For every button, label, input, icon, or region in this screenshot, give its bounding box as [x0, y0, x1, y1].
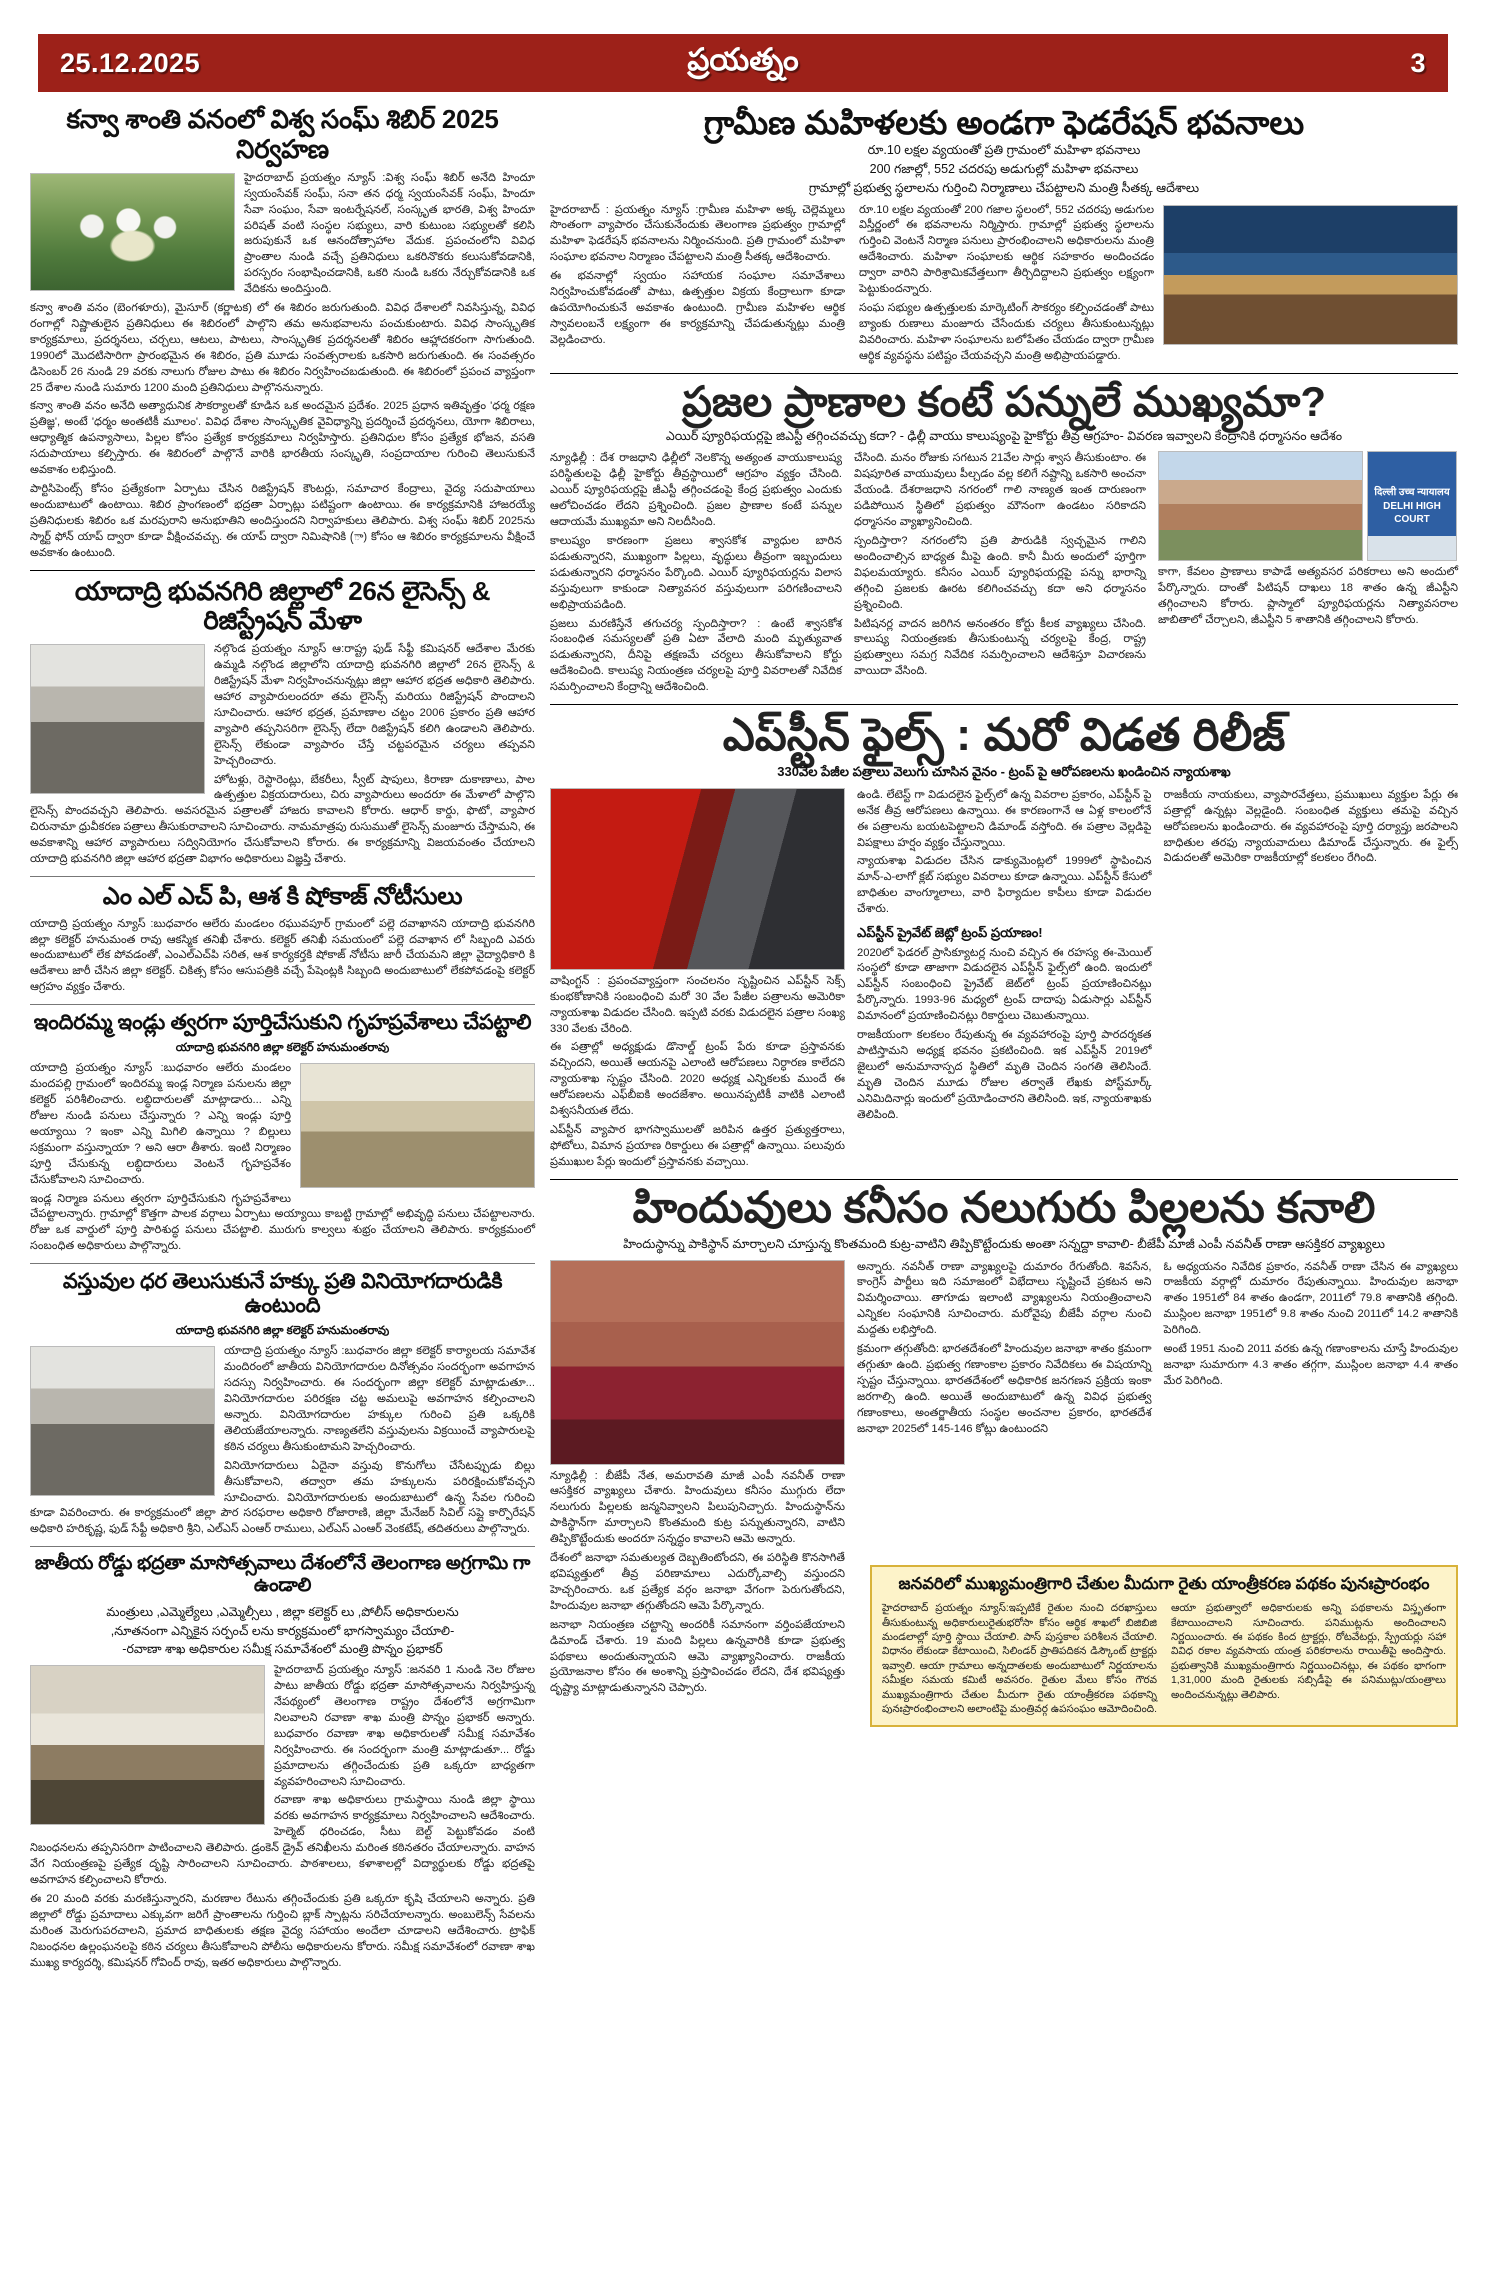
article-subhead: 200 గజాల్లో, 552 చదరపు అడుగుల్లో మహిళా భవనాలు	[869, 162, 1139, 177]
divider	[550, 704, 1458, 705]
article-body: రూ.10 లక్షల వ్యయంతో 200 గజాల స్థలంలో, 552 చదరపు అడుగుల విస్తీర్ణంలో ఈ భవనాలను నిర్మిస్తారు. గ్రామాల్లో ప్రభుత్వ స్థలాలను గుర్తించి వెంటనే నిర్మాణ పనులు ప్రారంభించాలని అధికారులను మంత్రి ఆదేశించారు. మహిళా సంఘాలకు ఆర్థిక సహకారం అందించడం ద్వారా వారిని పారిశ్రామికవేత్తలుగా తీర్చిదిద్దాలని ప్రభుత్వం లక్ష్యంగా పెట్టుకుందన్నారు.	[859, 203, 1154, 296]
article-body: న్యాయశాఖ విడుదల చేసిన డాక్యుమెంట్లలో 1999లో స్థాపించిన మాన్-ఎ-లాగో క్లబ్ సభ్యుల వివరాలు కూడా ఉన్నాయి. ఎప్‌స్టీన్ కేసులో బాధితుల వాంగ్మూలాలు, వారి ఫిర్యాదుల కాపీలు కూడా విడుదల చేశారు.	[857, 855, 1152, 916]
article-body: కాలుష్యం కారణంగా ప్రజలు శ్వాసకోశ వ్యాధుల బారిన పడుతున్నారని, ముఖ్యంగా పిల్లలు, వృద్ధులు తీవ్రంగా ఇబ్బందులు పడుతున్నారని ధర్మాసనం పేర్కొంది. ఎయిర్ ప్యూరిఫయర్లను విలాస వస్తువులుగా కాకుండా నిత్యావసర వస్తువులుగా పరిగణించాలని అభిప్రాయపడింది.	[550, 534, 842, 611]
divider	[550, 373, 1458, 374]
article-epstein-files	[550, 711, 1458, 1171]
article-headline: గ్రామీణ మహిళలకు అండగా ఫెడరేషన్ భవనాలు	[703, 104, 1305, 141]
article-delhi-pollution	[550, 377, 1458, 696]
article-kicker: యాదాద్రి భువనగిరి జిల్లా కలెక్టర్ హనుమంతరావు	[175, 1042, 390, 1055]
article-subhead: ఎయిర్ ప్యూరిఫయర్లపై జిఎస్టీ తగ్గించవచ్చు కదా? - ఢిల్లీ వాయు కాలుష్యంపై హైకోర్టు తీవ్ర ఆగ్రహం- వివరణ ఇవ్వాలని కేంద్రానికి ధర్మాసనం ఆదేశం	[665, 428, 1343, 443]
photo-delhi-high-court	[1158, 451, 1363, 561]
article-body: రాజకీయంగా కలకలం రేపుతున్న ఈ వ్యవహారంపై పూర్తి పారదర్శకత పాటిస్తామని అధ్యక్ష భవనం ప్రకటించింది. ఇక ఎప్‌స్టీన్ 2019లో జైలులో అనుమానాస్పద స్థితిలో మృతి చెందిన సంగతి తెలిసిందే. మృతి చెందిన మూడు రోజుల తర్వాతే లేఖకు పోస్ట్‌మార్క్ ఎనిమిదినార్లు ఇందులో ప్రయోడించారని తెలిసింది. ఇక, న్యాయశాఖకు తెలిపింది.	[857, 1029, 1152, 1121]
article-body: ఈ భవనాల్లో స్వయం సహాయక సంఘాల సమావేశాలు నిర్వహించుకోవడంతో పాటు, ఉత్పత్తుల విక్రయ కేంద్రాలుగా కూడా ఉపయోగించుకునే అవకాశం ఉంటుంది. గ్రామీణ మహిళల ఆర్థిక స్వావలంబనే లక్ష్యంగా ఈ కార్యక్రమాన్ని చేపడుతున్నట్లు మంత్రి వెల్లడించారు.	[550, 270, 845, 346]
masthead-banner	[38, 34, 1448, 92]
article-subhead: -రవాణా శాఖ అధికారుల సమీక్ష సమావేశంలో మంత్రి పొన్నం ప్రభాకర్	[122, 1642, 443, 1657]
box-body: హైదరాబాద్ ప్రయత్నం న్యూస్:ఇప్పటికే రైతుల నుంచి దరఖాస్తులు తీసుకుంటున్న అధికారులురైతుభరోసా కోసం ఆర్థిక శాఖలో బిజిబిజి మండలాల్లో పూర్తి స్థాయి చేయాలి. పాస్ పుస్తకాల పరిశీలన చేయాలి. విధానం లేకుండా కేటాయించి, సిలిండర్ ప్రాతిపదికన డిస్కౌంట్ ట్రాక్టర్లు ఇవ్వాలి. ఆయా గ్రామాలు అన్నదాతలకు అందుబాటులో నిర్ణయాలను సమీక్షల సమయ కమిటీ అవసరం. రైతుల మేలు కోసం గౌరవ ముఖ్యమంత్రిగారు చేతుల మీదుగా రైతు యాంత్రీకరణ పథకాన్ని పునఃప్రారంభించాలని అలాంటిపై మంత్రివర్గ ఉపసంఘం ఆమోదించింది. ఆయా ప్రభుత్వాలో అధికారులకు అన్ని పథకాలను విస్తృతంగా కేటాయించాలని సూచించారు. పనిముట్లను అందించాలని నిర్ణయించారు. ఈ పథకం కింద ట్రాక్టర్లు, రోటవేటర్లు, స్ప్రేయర్లు సహా వివిధ రకాల వ్యవసాయ యంత్ర పరికరాలను రాయితీపై అందిస్తారు. ప్రభుత్వానికి ముఖ్యమంత్రిగారు నిర్ణయించినట్లు, ఈ పథకం భాగంగా 1,31,000 మంది రైతులకు సబ్సిడీపై ఈ పనిముట్లు/యంత్రాలు అందించనున్నట్లు తెలిపారు.	[882, 1603, 1446, 1715]
article-body: నల్గొండ ప్రయత్నం న్యూస్ ఆ:రాష్ట్ర ఫుడ్ సేఫ్టీ కమిషనర్ ఆదేశాల మేరకు ఉమ్మడి నల్గొండ జిల్లాలోని యాదాద్రి భువనగిరి జిల్లాలో 26న లైసెన్స్ & రిజిస్ట్రేషన్ మేళా నిర్వహించనున్నట్లు జిల్లా ఆహార భద్రత అధికారి తెలిపారు. ఆహార వ్యాపారులందరూ తమ లైసెన్స్ మరియు రిజిస్ట్రేషన్ పొందాలని సూచించారు. ఆహార భద్రత, ప్రమాణాల చట్టం 2006 ప్రకారం ప్రతి ఆహార వ్యాపారి తప్పనిసరిగా లైసెన్స్ లేదా రిజిస్ట్రేషన్ కలిగి ఉండాలని తెలిపారు. లైసెన్స్ లేకుండా వ్యాపారం చేస్తే చట్టపరమైన చర్యలు తప్పవని హెచ్చరించారు.	[214, 643, 535, 767]
article-body: పార్టిసిపెంట్స్ కోసం ప్రత్యేకంగా ఏర్పాటు చేసిన రిజిస్ట్రేషన్ కౌంటర్లు, సమాచార కేంద్రాలు, వైద్య సదుపాయాలు అందుబాటులో ఉంటాయి. శిబిర ప్రాంగణంలో భద్రతా ఏర్పాట్లు పటిష్టంగా ఉంటాయి. ఈ కార్యక్రమానికి హాజరయ్యే ప్రతినిధులకు శిబిరం ఒక మరపురాని అనుభూతిని అందిస్తుందని నిర్వాహకులు తెలిపారు. విశ్వ సంఘ్ శిబిర్ 2025ను స్మార్ట్ ఫోన్ యాప్ ద్వారా కూడా వీక్షించవచ్చు. ఈ యాప్ ద్వారా నిమిషానికి (ా) కోసం ఆ శిబిరం కార్యక్రమాలను వీక్షించే అవకాశం ఉంటుంది.	[30, 483, 535, 559]
photo-kanva-shanti-vanam	[30, 173, 235, 291]
photo-navneet-rana	[550, 1260, 845, 1465]
article-indiramma-houses	[30, 1011, 535, 1255]
left-column	[30, 105, 535, 1979]
article-kicker: యాదాద్రి భువనగిరి జిల్లా కలెక్టర్ హనుమంతరావు	[175, 1325, 390, 1338]
article-body: ఎప్‌స్టీన్ వ్యాపార భాగస్వాములతో జరిపిన ఉత్తర ప్రత్యుత్తరాలు, ఫోటోలు, విమాన ప్రయాణ రికార్డులు ఈ పత్రాల్లో ఉన్నాయి. పలువురు ప్రముఖుల పేర్లు ఇందులో ప్రస్తావనకు వచ్చాయి.	[550, 1123, 845, 1168]
photo-epstein-trump	[550, 788, 845, 970]
photo-road-safety-meeting	[30, 1665, 265, 1825]
photo-court-signboard: दिल्ली उच्च न्यायालय DELHI HIGH COURT	[1367, 451, 1457, 561]
article-body: హైదరాబాద్ ప్రయత్నం న్యూస్ :జనవరి 1 నుండి నెల రోజుల పాటు జాతీయ రోడ్డు భద్రతా మాసోత్సవాలను నిర్వహిస్తున్న నేపథ్యంలో తెలంగాణ రాష్ట్రం దేశంలోనే అగ్రగామిగా నిలవాలని రవాణా శాఖ మంత్రి పొన్నం ప్రభాకర్ అన్నారు. బుధవారం రవాణా శాఖ అధికారులతో సమీక్ష సమావేశం నిర్వహించారు. ఈ సందర్భంగా మంత్రి మాట్లాడుతూ... రోడ్డు ప్రమాదాలను తగ్గించేందుకు ప్రతి ఒక్కరూ బాధ్యతగా వ్యవహరించాలని సూచించారు.	[274, 1664, 535, 1788]
article-body: యాదాద్రి ప్రయత్నం న్యూస్ :బుధవారం ఆలేరు మండలం మందపల్లి గ్రామంలో ఇందిరమ్మ ఇండ్ల నిర్మాణ పనులను జిల్లా కలెక్టర్ పరిశీలించారు. లబ్ధిదారులతో మాట్లాడారు... ఎన్ని రోజుల నుండి పనులు చేస్తున్నారు ? ఎన్ని ఇండ్లు పూర్తి అయ్యాయి ? ఇంకా ఎన్ని మిగిలి ఉన్నాయి ? బిల్లులు సక్రమంగా వస్తున్నాయా ? అని ఆరా తీశారు. ఇంటి నిర్మాణం పూర్తి చేసుకున్న లబ్ధిదారులు వెంటనే గృహప్రవేశం చేసుకోవాలని సూచించారు.	[30, 1062, 291, 1186]
article-body: వాషింగ్టన్ : ప్రపంచవ్యాప్తంగా సంచలనం సృష్టించిన ఎప్‌స్టీన్ సెక్స్ కుంభకోణానికి సంబంధించి మరో 30 వేల పేజీల పత్రాలను అమెరికా న్యాయశాఖ విడుదల చేసింది. ఇప్పటి వరకు విడుదలైన పత్రాల సంఖ్య 330 వేలకు చేరింది.	[550, 974, 845, 1035]
article-body: న్యూఢిల్లీ : దేశ రాజధాని ఢిల్లీలో నెలకొన్న అత్యంత వాయుకాలుష్య పరిస్థితులపై ఢిల్లీ హైకోర్టు తీవ్రస్థాయిలో ఆగ్రహం వ్యక్తం చేసింది. ఎయిర్ ప్యూరిఫయర్లపై జీఎస్టీ తగ్గించడంపై కేంద్ర ప్రభుత్వం ఎందుకు ఆలోచించడం లేదని ప్రశ్నించింది. ప్రజల ప్రాణాల కంటే పన్నుల ఆదాయమే ముఖ్యమా అని నిలదీసింది.	[550, 452, 842, 529]
article-headline: ప్రజల ప్రాణాల కంటే పన్నులే ముఖ్యమా?	[681, 377, 1327, 425]
article-body: దేశంలో జనాభా సమతుల్యత దెబ్బతింటోందని, ఈ పరిస్థితి కొనసాగితే భవిష్యత్తులో తీవ్ర పరిణామాలు ఎదుర్కోవాల్సి వస్తుందని హెచ్చరించారు. ఒక ప్రత్యేక వర్గం జనాభా వేగంగా పెరుగుతోందని, హిందువుల జనాభా తగ్గుతోందని ఆమె పేర్కొన్నారు.	[550, 1552, 845, 1612]
article-body: అన్నారు. నవనీత్ రాణా వ్యాఖ్యలపై దుమారం రేగుతోంది. శివసేన, కాంగ్రెస్ పార్టీలు ఇది సమాజంలో విభేదాలు సృష్టించే ప్రకటన అని విమర్శించాయి. తాగూడు ఇలాంటి వ్యాఖ్యలను నియంత్రించాలని ఎన్నికల సంఘానికి సూచించారు. మరోవైపు బీజేపీ వర్గాల నుంచి మద్దతు లభిస్తోంది.	[857, 1260, 1152, 1337]
article-body: రవాణా శాఖ అధికారులు గ్రామస్థాయి నుండి జిల్లా స్థాయి వరకు అవగాహన కార్యక్రమాలు నిర్వహించాలని ఆదేశించారు. హెల్మెట్ ధరించడం, సీటు బెల్ట్ పెట్టుకోవడం వంటి నిబంధనలను తప్పనిసరిగా పాటించాలని తెలిపారు. డ్రంకెన్ డ్రైవ్ తనిఖీలను మరింత కఠినతరం చేయాలన్నారు. వాహన వేగ నియంత్రణపై ప్రత్యేక దృష్టి సారించాలని సూచించారు. పాఠశాలలు, కళాశాలల్లో విద్యార్థులకు రోడ్డు భద్రతపై అవగాహన కల్పించాలని కోరారు.	[30, 1794, 535, 1887]
article-road-safety-month	[30, 1553, 535, 1971]
article-vishwa-sangh-shibir	[30, 105, 535, 562]
article-body: ఓ అధ్యయనం నివేదిక ప్రకారం, నవనీత్ రాణా చేసిన ఈ వ్యాఖ్యలు రాజకీయ వర్గాల్లో దుమారం రేపుతున్నాయి. హిందువుల జనాభా శాతం 1951లో 84 శాతం ఉండగా, 2011లో 79.8 శాతానికి తగ్గింది. ముస్లింల జనాభా 1951లో 9.8 శాతం నుంచి 2011లో 14.2 శాతానికి పెరిగింది.	[1163, 1260, 1458, 1337]
article-body: కన్వా శాంతి వనం (బెంగళూరు), మైసూర్ (కర్ణాటక) లో ఈ శిబిరం జరుగుతుంది. వివిధ దేశాలలో నివసిస్తున్న, వివిధ రంగాల్లో నిష్ణాతులైన ప్రతినిధులు ఈ శిబిరంలో పాల్గొని తమ అనుభవాలను పంచుకుంటారు. వివిధ సాంస్కృతిక కార్యక్రమాలు, ప్రదర్శనలు, చర్చలు, ఆటలు, పాటలు, సాంస్కృతిక ప్రదర్శనలతో శిబిరం ఆహ్లాదకరంగా సాగుతుంది. 1990లో మొదటిసారిగా ప్రారంభమైన ఈ శిబిరం, ప్రతి మూడు సంవత్సరాలకు ఒకసారి జరుగుతుంది. ఈ సంవత్సరం డిసెంబర్ 26 నుండి 29 వరకు నాలుగు రోజుల పాటు ఈ శిబిరం నిర్వహించబడుతుంది. ఈ శిబిరంలో ప్రపంచ వ్యాప్తంగా 25 దేశాల నుండి సుమారు 1200 మంది ప్రతినిధులు పాల్గొననున్నారు.	[30, 302, 535, 394]
article-federation-buildings	[550, 105, 1458, 365]
article-body: పిటిషనర్ల వాదన జరిగిన అనంతరం కోర్టు కీలక వ్యాఖ్యలు చేసింది. కాలుష్య నియంత్రణకు తీసుకుంటున్న చర్యలపై కేంద్ర, రాష్ట్ర ప్రభుత్వాలు సమగ్ర నివేదిక సమర్పించాలని ఆదేశిస్తూ విచారణను వాయిదా వేసింది.	[854, 617, 1146, 678]
divider	[550, 1179, 1458, 1180]
masthead-date: 25.12.2025	[60, 47, 201, 78]
divider	[30, 1263, 535, 1264]
right-section	[550, 104, 1458, 1715]
article-body: 2020లో ఫెడరల్ ప్రాసిక్యూటర్ల నుంచి వచ్చిన ఈ రహస్య ఈ-మెయిల్ సంస్థలో కూడా తాజాగా విడుదలైన ఎప్‌స్టీన్ ఫైల్స్‌లో ఉంది. ఇందులో ఎప్‌స్టీన్ సంబంధించి ప్రైవేట్ జెట్‌లో ట్రంప్ ప్రయాణించినట్లు పేర్కొన్నారు. 1993-96 మధ్యలో ట్రంప్ దాదాపు ఏడుసార్లు ఎప్‌స్టీన్ విమానంలో ప్రయాణించినట్లు రికార్డులు చెబుతున్నాయి.	[857, 946, 1152, 1023]
article-body: ఇండ్ల నిర్మాణ పనులు త్వరగా పూర్తిచేసుకుని గృహప్రవేశాలు చేపట్టాలన్నారు. గ్రామాల్లో కొత్తగా పాలక వర్గాలు ఏర్పాటు అయ్యాయి కాబట్టి గ్రామాల్లో అభివృద్ధి పనులు చేపట్టాలనారు. రోజు ఒక వార్డులో పూర్తి పారిశుద్ధ పనులు చేపట్టాలి. మురుగు కాల్వలు శుభ్రం చేయాలని తెలిపారు. కార్యక్రమంలో సంబంధిత అధికారులు పాల్గొన్నారు.	[30, 1192, 535, 1253]
article-headline: యాదాద్రి భువనగిరి జిల్లాలో 26న లైసెన్స్ & రిజిస్ట్రేషన్ మేళా	[74, 575, 491, 636]
article-body: అంటే 1951 నుంచి 2011 వరకు ఉన్న గణాంకాలను చూస్తే హిందువుల జనాభా సుమారుగా 4.3 శాతం తగ్గగా, ముస్లింల జనాభా 4.4 శాతం మేర పెరిగింది.	[1163, 1343, 1458, 1387]
article-body: యాదాద్రి ప్రయత్నం న్యూస్ :బుధవారం జిల్లా కలెక్టర్ కార్యాలయ సమావేశ మందిరంలో జాతీయ వినియోగదారుల దినోత్సవం సందర్భంగా అవగాహన సదస్సు నిర్వహించారు. ఈ సందర్భంగా జిల్లా కలెక్టర్ మాట్లాడుతూ... వినియోగదారుల పరిరక్షణ చట్ట అమలుపై అవగాహన కల్పించాలని అన్నారు. వినియోగదారుల హక్కుల గురించి ప్రతి ఒక్కరికి తెలియజేయాలన్నారు. నాణ్యతలేని వస్తువులను విక్రయించే వ్యాపారులపై కఠిన చర్యలు తీసుకుంటామని హెచ్చరించారు.	[224, 1345, 535, 1453]
article-body: న్యూఢిల్లీ : బీజేపీ నేత, అమరావతి మాజీ ఎంపీ నవనీత్ రాణా ఆసక్తికర వ్యాఖ్యలు చేశారు. హిందువులు కనీసం ముగ్గురు లేదా నలుగురు పిల్లలకు జన్మనివ్వాలని పిలుపునిచ్చారు. హిందుస్థాన్‌ను పాకిస్థాన్‌గా మార్చాలని కొంతమంది కుట్ర పన్నుతున్నారని, వాటిని తిప్పికొట్టేందుకు అందరూ సన్నద్ధం కావాలని ఆమె అన్నారు.	[550, 1469, 845, 1546]
article-body: ప్రజలు మరణిస్తేనే తగుచర్య స్పందిస్తారా? : ఉంటే శ్వాసకోశ సంబంధిత సమస్యలతో ప్రతి ఏటా వేలాది మంది మృత్యువాత పడుతున్నారని, దీనిపై తక్షణమే చర్యలు తీసుకోవాలని కోర్టు ఆదేశించింది. కాలుష్య నియంత్రణ చర్యలపై పూర్తి వివరాలతో నివేదిక సమర్పించాలని కేంద్రాన్ని ఆదేశించింది.	[550, 617, 842, 694]
photo-house-inspection	[300, 1063, 535, 1188]
highlight-box-farm-mechanization	[870, 1565, 1458, 1727]
divider	[30, 1546, 535, 1547]
article-license-registration-mela	[30, 577, 535, 868]
article-subhead: రూ.10 లక్షల వ్యయంతో ప్రతి గ్రామంలో మహిళా భవనాలు	[867, 143, 1141, 158]
divider	[30, 570, 535, 571]
article-body: కన్వా శాంతి వనం అనేది అత్యాధునిక సౌకర్యాలతో కూడిన ఒక అందమైన ప్రదేశం. 2025 ప్రధాన ఇతివృత్తం 'ధర్మ రక్షణ ప్రతిజ్ఞ', అంటే 'ధర్మం అంతటికీ మూలం'. వివిధ దేశాల సాంస్కృతిక వైవిధ్యాన్ని ప్రదర్శించే ప్రదర్శనలు, యోగా శిబిరాలు, ఆధ్యాత్మిక ఉపన్యాసాలు, పిల్లల కోసం ప్రత్యేక కార్యక్రమాలు నిర్వహిస్తారు. ప్రతినిధుల కోసం ప్రత్యేక భోజన, వసతి సదుపాయాలు కల్పిస్తారు. ఈ శిబిరంలో పాల్గొనే వారికి భారతీయ సంస్కృతి, సంప్రదాయాల గురించి తెలుసుకునే అవకాశం లభిస్తుంది.	[30, 400, 535, 477]
article-consumer-rights	[30, 1270, 535, 1538]
article-showcause-notices	[30, 883, 535, 996]
article-headline: వస్తువుల ధర తెలుసుకునే హక్కు ప్రతి వినియోగదారుడికి ఉంటుంది	[62, 1270, 503, 1318]
page-content	[30, 105, 1458, 2265]
article-headline: జాతీయ రోడ్డు భద్రతా మాసోత్సవాలు దేశంలోనే తెలంగాణ అగ్రగామి గా ఉండాలి	[34, 1553, 531, 1597]
article-body: ఈ పత్రాల్లో అధ్యక్షుడు డొనాల్డ్ ట్రంప్ పేరు కూడా ప్రస్తావనకు వచ్చిందని, అయితే ఆయనపై ఎలాంటి ఆరోపణలు నిర్ధారణ కాలేదని న్యాయశాఖ స్పష్టం చేసింది. 2020 అధ్యక్ష ఎన్నికలకు ముందే ఈ ఆరోపణలను ఎఫ్‌బీఐకి అందజేశాం. అయినప్పటికీ వాటికి ఎలాంటి విశ్వసనీయత లేదు.	[550, 1041, 845, 1118]
article-body: హోటళ్లు, రెస్టారెంట్లు, బేకరీలు, స్వీట్ షాపులు, కిరాణా దుకాణాలు, పాల ఉత్పత్తుల విక్రయదారులు, చిరు వ్యాపారులు అందరూ ఈ మేళాలో పాల్గొని లైసెన్స్ పొందవచ్చని తెలిపారు. అవసరమైన పత్రాలతో హాజరు కావాలని కోరారు. ఆధార్ కార్డు, ఫొటో, వ్యాపార చిరునామా ధ్రువీకరణ పత్రాలు తీసుకురావాలని సూచించారు. నామమాత్రపు రుసుముతో లైసెన్స్ మంజూరు చేస్తామని, ఈ అవకాశాన్ని ఆహార వ్యాపారులు సద్వినియోగం చేసుకోవాలని కోరారు. ఈ కార్యక్రమాన్ని విజయవంతం చేయాలని యాదాద్రి భువనగిరి జిల్లా ఆహార భద్రతా విభాగం అధికారులు విజ్ఞప్తి చేశారు.	[30, 773, 535, 866]
article-body: క్రమంగా తగ్గుతోంది: భారతదేశంలో హిందువుల జనాభా శాతం క్రమంగా తగ్గుతూ ఉంది. ప్రభుత్వ గణాంకాల ప్రకారం నివేదికలు ఈ విషయాన్ని స్పష్టం చేస్తున్నాయి. భారతదేశంలో అధికారిక జనగణన ప్రక్రియ ఇంకా జరగాల్సి ఉంది. అయితే అందుబాటులో ఉన్న వివిధ ప్రభుత్వ గణాంకాలు, అంతర్జాతీయ సంస్థల అంచనాల ప్రకారం, భారతదేశ జనాభా 2025లో 145-146 కోట్లు ఉంటుందని	[857, 1343, 1152, 1435]
article-body: ఈ 20 మంది వరకు మరణిస్తున్నారని, మరణాల రేటును తగ్గించేందుకు ప్రతి ఒక్కరూ కృషి చేయాలని అన్నారు. ప్రతి జిల్లాలో రోడ్డు ప్రమాదాలు ఎక్కువగా జరిగే ప్రాంతాలను గుర్తించి బ్లాక్ స్పాట్లను సరిచేయాలన్నారు. అంబులెన్స్ సేవలను మరింత మెరుగుపరచాలని, ప్రమాద బాధితులకు తక్షణ వైద్య సహాయం అందేలా చూడాలని ఆదేశించారు. ట్రాఫిక్ నిబంధనల ఉల్లంఘనలపై కఠిన చర్యలు తీసుకోవాలని పోలీసు అధికారులను కోరారు. సమీక్ష సమావేశంలో రవాణా శాఖ ముఖ్య కార్యదర్శి, కమిషనర్ గోవింద్ రావు, ఇతర అధికారులు పాల్గొన్నారు.	[30, 1892, 535, 1969]
article-body: హైదరాబాద్ ప్రయత్నం న్యూస్ :విశ్వ సంఘ్ శిబిర్ అనేది హిందూ స్వయంసేవక్ సంఘ్, సనా తన ధర్మ స్వయంసేవక్ సంఘ్, హిందూ సేవా సంఘం, సేవా ఇంటర్నేషనల్, సంస్కృత భారతి, విశ్వ హిందూ పరిషత్ వంటి సంస్థల సభ్యులు, వారి కుటుంబ సభ్యులతో కలిసి జరుపుకునే ఒక ఆనందోత్సాహాల వేదుక. ప్రపంచంలోని వివిధ ప్రాంతాల నుండి వచ్చే ప్రతినిధులు ఒకరినొకరు కలుసుకోవడానికి, పరస్పరం సంభాషించడానికి, ఒకరి నుండి ఒకరు నేర్చుకోవడానికి ఒక వేదికను అందిస్తుంది.	[244, 171, 535, 296]
article-subhead: ,నూతనంగా ఎన్నికైన సర్పంచ్ లను కార్యక్రమంలో భాగస్వామ్యం చేయాలి-	[110, 1623, 455, 1638]
article-body: చేసింది. మనం రోజుకు సగటున 21వేల సార్లు శ్వాస తీసుకుంటాం. ఈ విషపూరిత వాయువులు పీల్చడం వల్ల కలిగే నష్టాన్ని ఒకసారి అంచనా వేయండి. దేశరాజధాని నగరంలో గాలి నాణ్యత ఇంత దారుణంగా పడిపోయిన స్థితిలో ప్రభుత్వం మౌనంగా ఉండటం సరికాదని ధర్మాసనం వ్యాఖ్యానించింది.	[854, 452, 1146, 529]
article-body: హైదరాబాద్ : ప్రయత్నం న్యూస్ :గ్రామీణ మహిళా అక్క చెల్లెమ్మలు సొంతంగా వ్యాపారం చేసుకునేందుకు తెలంగాణ ప్రభుత్వం గ్రామాల్లో మహిళా ఫెడరేషన్ భవనాలను నిర్మించనుంది. ప్రతి గ్రామంలో మహిళా సంఘాల భవనాల నిర్మాణం చేపట్టాలని మంత్రి సీతక్క ఆదేశించారు.	[550, 203, 845, 264]
article-body: ఉండి. లేటెస్ట్ గా విడుదలైన ఫైల్స్‌లో ఉన్న వివరాల ప్రకారం, ఎప్‌స్టీన్ పై అనేక తీవ్ర ఆరోపణలు ఉన్నాయి. ఈ కారణంగానే ఆ ఏళ్ల కాలంలోనే ఈ పత్రాలను బయటపెట్టాలని డిమాండ్ వస్తోంది. ఈ పత్రాల వెల్లడిపై విపక్షాలు హర్షం వ్యక్తం చేస్తున్నాయి.	[857, 788, 1152, 849]
article-headline: ఎం ఎల్ ఎచ్ పి, ఆశ కి షోకాజ్ నోటీసులు	[102, 883, 463, 910]
article-body: రాజకీయ నాయకులు, వ్యాపారవేత్తలు, ప్రముఖులు వ్యక్తుల పేర్లు ఈ పత్రాల్లో ఉన్నట్లు వెల్లడైంది. సంబంధిత వ్యక్తులు తమపై వచ్చిన ఆరోపణలను ఖండించారు. ఈ వ్యవహారంపై పూర్తి దర్యాప్తు జరపాలని బాధితుల తరఫు న్యాయవాదులు డిమాండ్ చేస్తున్నారు. ఈ ఫైల్స్ విడుదలతో అమెరికా రాజకీయాల్లో కలకలం రేగింది.	[1163, 788, 1458, 865]
box-headline: జనవరిలో ముఖ్యమంత్రిగారి చేతుల మీదుగా రైతు యాంత్రీకరణ పథకం పునఃప్రారంభం	[898, 1575, 1430, 1594]
article-subhead: 330వేల పేజీల పత్రాలు వెలుగు చూసిన వైనం - ట్రంప్ పై ఆరోపణలను ఖండించిన న్యాయశాఖ	[777, 764, 1231, 780]
article-body: సంఘ సభ్యుల ఉత్పత్తులకు మార్కెటింగ్ సౌకర్యం కల్పించడంతో పాటు బ్యాంకు రుణాలు మంజూరు చేసేందుకు చర్యలు తీసుకుంటున్నట్లు వివరించారు. మహిళా సంఘాలను బలోపేతం చేయడం ద్వారా గ్రామీణ ఆర్థిక వ్యవస్థను పటిష్టం చేయవచ్చని మంత్రి అభిప్రాయపడ్డారు.	[859, 301, 1154, 362]
photo-official-portrait	[30, 644, 205, 794]
masthead-title: ప్రయత్నం	[687, 41, 799, 77]
article-subhead: మంత్రులు ,ఎమ్మెల్యేలు ,ఎమ్మెల్సీలు , జిల్లా కలెక్టర్ లు ,పోలీస్ అధికారులను	[106, 1604, 459, 1619]
article-subhead: గ్రామాల్లో ప్రభుత్వ స్థలాలను గుర్తించి నిర్మాణాలు చేపట్టాలని మంత్రి సీతక్క ఆదేశాలు	[808, 180, 1200, 195]
article-headline: కన్వా శాంతి వనంలో విశ్వ సంఘ్ శిబిర్ 2025 నిర్వహణ	[66, 104, 499, 164]
article-body: స్పందిస్తారా? నగరంలోని ప్రతి పౌరుడికి స్వచ్ఛమైన గాలిని అందించాల్సిన బాధ్యత మీపై ఉంది. కానీ మీరు అందులో పూర్తిగా విఫలమయ్యారు. కనీసం ఎయిర్ ప్యూరిఫయర్లపై పన్ను భారాన్ని తగ్గించి ప్రజలకు ఊరట కలిగించవచ్చు కదా అని ధర్మాసనం ప్రశ్నించింది.	[854, 534, 1146, 611]
divider	[30, 876, 535, 877]
article-body: కాగా, కేవలం ప్రాణాలు కాపాడే అత్యవసర పరికరాలు అని అందులో పేర్కొన్నారు. దాంతో పిటిషన్ దాఖలు 18 శాతం ఉన్న జీఎస్టీని తగ్గించాలని కోరారు. ప్లాస్మాలో ప్యూరిఫయర్లను నిత్యావసరాల జాబితాలో చేర్చాలని, జీఎస్టీని 5 శాతానికి తగ్గించాలని కోరారు.	[1158, 566, 1458, 627]
article-body: యాదాద్రి ప్రయత్నం న్యూస్ :బుధవారం ఆలేరు మండలం రఘువపూర్ గ్రామంలో పల్లె దవాఖానని యాదాద్రి భువనగిరి జిల్లా కలెక్టర్ హనుమంత రావు ఆకస్మిక తనిఖీ చేశారు. కలెక్టర్ తనిఖీ సమయంలో పల్లె దవాఖాన లో సిబ్బంది ఎవరు అందుబాటులో లేక పోవడంతో, ఎంఎల్ఎచ్‌పి సరిత, ఆశ కార్యకర్తకి షోకాజ్ నోటీసు జారీ చేయమని జిల్లా వైద్యాధికారి కి ఆదేశాలు జారీ చేసిన జిల్లా కలెక్టర్. చికిత్స కోసం ఆసుపత్రికి వచ్చే పేషెంట్లకి సిబ్బంది అందుబాటులో లేకపోవడంపై కలెక్టర్ ఆగ్రహం వ్యక్తం చేశారు.	[30, 917, 535, 994]
article-headline: ఎప్‌స్టీన్ ఫైల్స్ : మరో విడత రిలీజ్	[722, 709, 1286, 761]
photo-women-federation-event	[1163, 205, 1458, 345]
article-subhead: హిందుస్థాన్ను పాకిస్థాన్ మార్చాలని చూస్తున్న కొంతమంది కుట్ర-వాటిని తిప్పికొట్టేందుకు అంతా సన్నద్దా కావాలి- బీజేపీ మాజీ ఎంపీ నవనీత్ రాణా ఆసక్తికర వ్యాఖ్యలు	[623, 1236, 1385, 1251]
article-body: వినియోగదారులు ఏదైనా వస్తువు కొనుగోలు చేసేటప్పుడు బిల్లు తీసుకోవాలని, తద్వారా తమ హక్కులను పరిరక్షించుకోవచ్చని సూచించారు. వినియోగదారులకు అందుబాటులో ఉన్న సేవల గురించి కూడా వివరించారు. ఈ కార్యక్రమంలో జిల్లా పౌర సరఫరాల అధికారి రోజారాణి, జిల్లా మేనేజర్ సివిల్ సప్లై కార్పొరేషన్ అధికారి హరికృష్ణ, ఫుడ్ సేఫ్టీ అధికారి శ్రీని, ఎల్ఎస్ ఎంఆర్ రాములు, ఎల్ఎస్ ఎంఆర్ వెంకటేష్, తదితరులు పాల్గొన్నారు.	[30, 1459, 535, 1536]
article-body: జనాభా నియంత్రణ చట్టాన్ని అందరికీ సమానంగా వర్తింపజేయాలని డిమాండ్ చేశారు. 19 మంది పిల్లలు ఉన్నవారికి కూడా ప్రభుత్వ పథకాలు అందుతున్నాయని ఆమె వ్యాఖ్యానించారు. రాజకీయ ప్రయోజనాల కోసం ఈ అంశాన్ని ప్రస్తావించడం లేదని, దేశ భవిష్యత్తు దృష్ట్యా మాట్లాడుతున్నానని చెప్పారు.	[550, 1618, 845, 1695]
article-headline: హిందువులు కనీసం నలుగురు పిల్లలను కనాలి	[632, 1183, 1376, 1232]
masthead-page-number: 3	[1410, 47, 1426, 78]
photo-collector-portrait	[30, 1346, 215, 1496]
article-subheading: ఎప్‌స్టీన్ ప్రైవేట్ జెట్లో ట్రంప్ ప్రయాణం!	[857, 925, 1043, 941]
divider	[30, 1004, 535, 1005]
article-headline: ఇందిరమ్మ ఇండ్లు త్వరగా పూర్తిచేసుకుని గృహప్రవేశాలు చేపట్టాలి	[33, 1011, 532, 1035]
